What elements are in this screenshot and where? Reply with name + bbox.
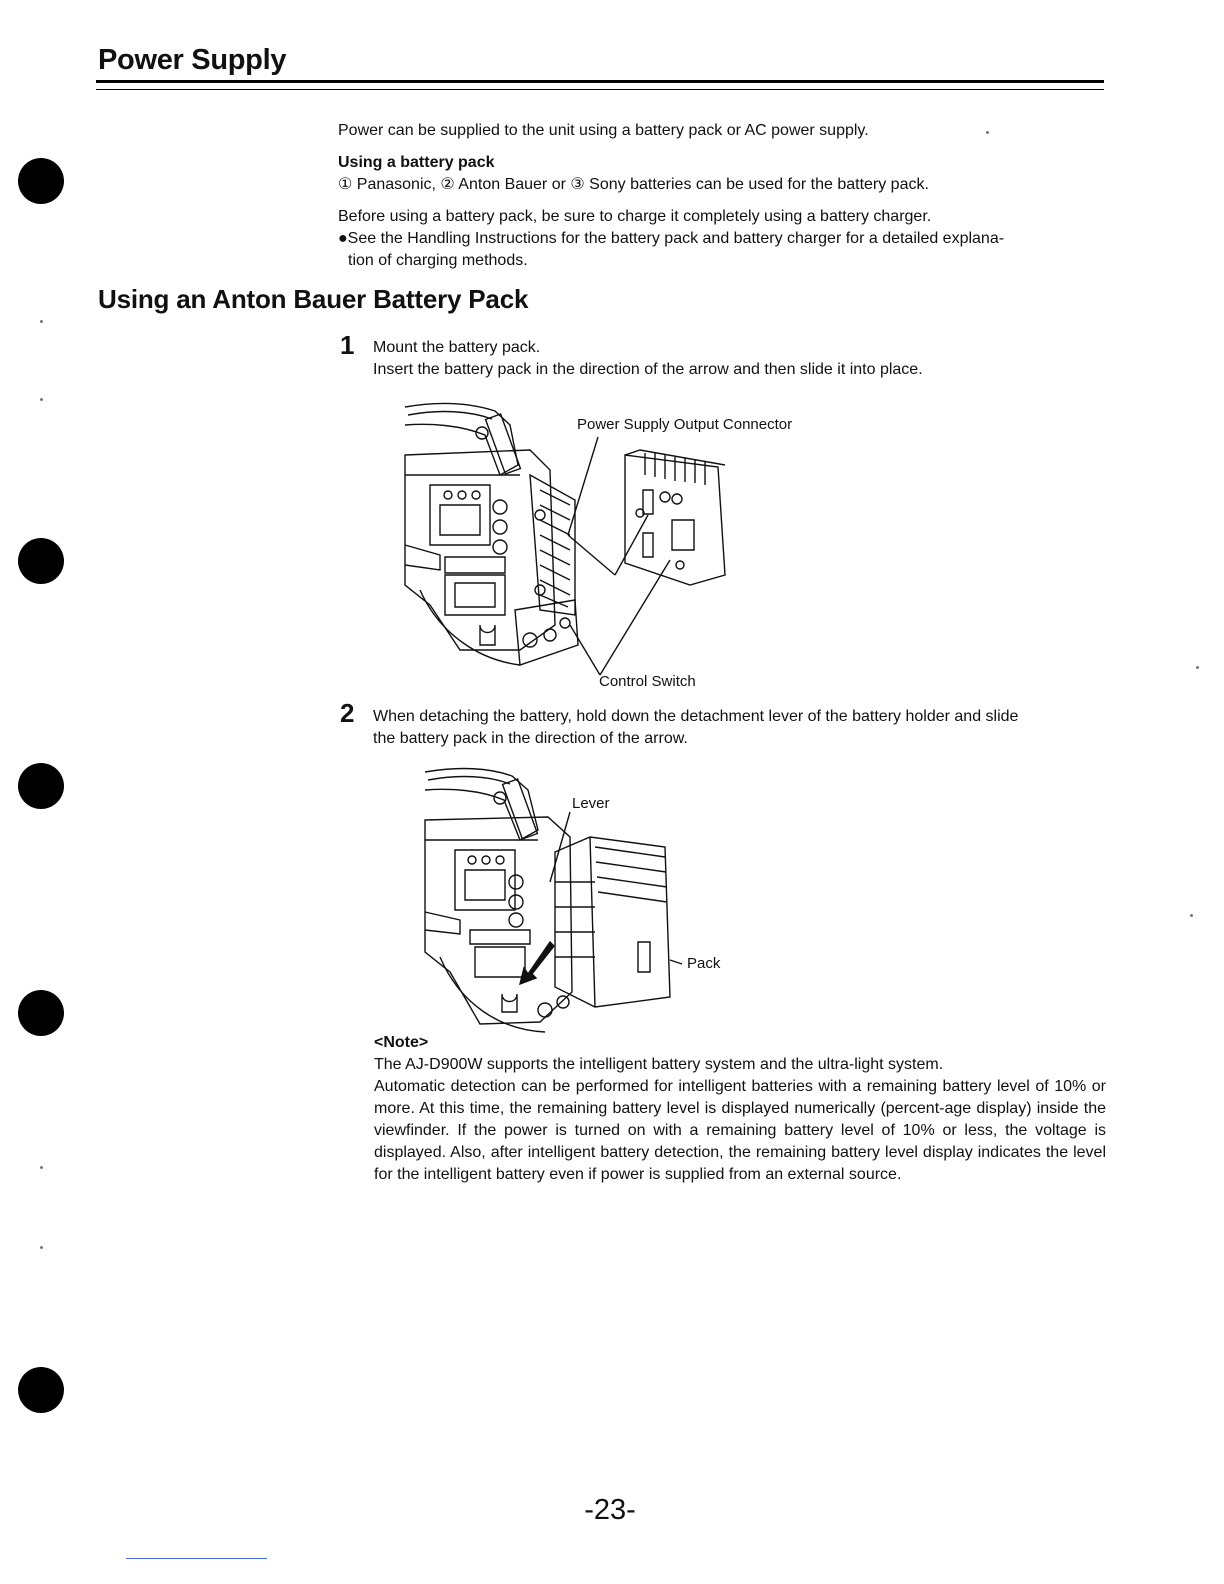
- punch-hole: [18, 990, 64, 1036]
- scan-speck: [1190, 914, 1193, 917]
- scan-speck: [40, 398, 43, 401]
- step-text: Mount the battery pack.: [373, 339, 541, 356]
- label-control-switch: Control Switch: [599, 673, 696, 690]
- batteries-text: ① Panasonic, ② Anton Bauer or ③ Sony batteries can be used for the battery pack.: [338, 176, 929, 193]
- punch-hole: [18, 763, 64, 809]
- punch-hole: [18, 1367, 64, 1413]
- title-rule-thin: [96, 89, 1104, 90]
- step-text: Insert the battery pack in the direction of the arrow and then slide it into place.: [373, 361, 923, 378]
- step-text: When detaching the battery, hold down the detachment lever of the battery holder and slide: [373, 708, 1019, 725]
- punch-hole: [18, 538, 64, 584]
- note-body: Automatic detection can be performed for intelligent batteries with a remaining battery level of 10% or more. At this time, the remaining battery level is displayed numerically (percent-age display) inside the viewfinder. If the power is turned on with a remaining battery level of 10% or less, the voltage is displayed. Also, after intelligent battery detection, the remaining battery level display indicates the level for the intelligent battery even if power is supplied from an external source.: [374, 1078, 1106, 1183]
- scan-speck: [986, 131, 989, 134]
- footer-line: [126, 1558, 267, 1559]
- scan-speck: [40, 320, 43, 323]
- scan-speck: [40, 1166, 43, 1169]
- note-heading: <Note>: [374, 1034, 429, 1051]
- title-rule: [96, 80, 1104, 83]
- scan-speck: [1196, 666, 1199, 669]
- charge-text: Before using a battery pack, be sure to charge it completely using a battery charger.: [338, 208, 932, 225]
- camera-battery-mount-illustration: [400, 395, 740, 680]
- page-title: Power Supply: [98, 44, 287, 76]
- scan-speck: [40, 1246, 43, 1249]
- page-number: -23-: [584, 1494, 636, 1526]
- section-title: Using an Anton Bauer Battery Pack: [98, 284, 529, 314]
- bullet-text: ●See the Handling Instructions for the battery pack and battery charger for a detailed explana-: [338, 230, 1005, 247]
- subheading: Using a battery pack: [338, 154, 495, 171]
- step-text: the battery pack in the direction of the arrow.: [373, 730, 688, 747]
- punch-hole: [18, 158, 64, 204]
- label-pack: Pack: [687, 955, 721, 972]
- note-line: The AJ-D900W supports the intelligent battery system and the ultra-light system.: [374, 1056, 944, 1073]
- intro-text: Power can be supplied to the unit using a battery pack or AC power supply.: [338, 122, 869, 139]
- bullet-text-cont: tion of charging methods.: [348, 252, 528, 269]
- label-lever: Lever: [572, 795, 610, 812]
- battery-detach-illustration: [420, 762, 690, 1044]
- label-power-supply-output-connector: Power Supply Output Connector: [577, 416, 793, 433]
- step-number: 1: [340, 330, 355, 360]
- step-number: 2: [340, 698, 355, 728]
